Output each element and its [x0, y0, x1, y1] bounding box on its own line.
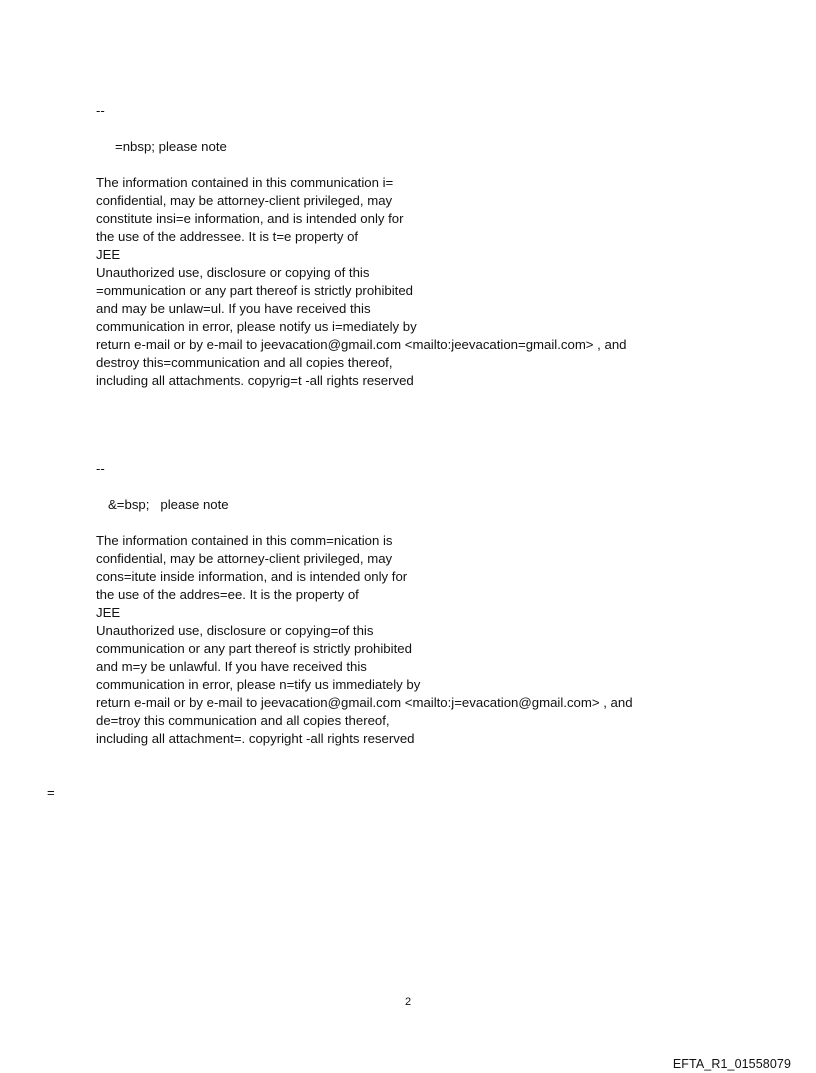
- notice-2-line: confidential, may be attorney-client privileged, may: [96, 551, 393, 566]
- notice-2-line: Unauthorized use, disclosure or copying=of this: [96, 623, 374, 638]
- notice-1-line: communication in error, please notify us i=mediately by: [96, 319, 417, 334]
- separator-1: --: [96, 103, 105, 118]
- notice-2-line: and m=y be unlawful. If you have received this: [96, 659, 367, 674]
- notice-1-line: confidential, may be attorney-client privileged, may: [96, 193, 393, 208]
- notice-2-line: communication or any part thereof is strictly prohibited: [96, 641, 412, 656]
- notice-2-line: the use of the addres=ee. It is the property of: [96, 587, 359, 602]
- notice-2-line: JEE: [96, 605, 121, 620]
- notice-1-line: JEE: [96, 247, 121, 262]
- confidentiality-notice-1: [96, 174, 696, 390]
- notice-2-line: The information contained in this comm=nication is: [96, 533, 393, 548]
- notice-2-line: return e-mail or by e-mail to jeevacation@gmail.com <mailto:j=evacation@gmail.com> , and: [96, 695, 633, 710]
- notice-1-line: including all attachments. copyrig=t -all rights reserved: [96, 373, 414, 388]
- notice-1-line: and may be unlaw=ul. If you have received this: [96, 301, 371, 316]
- notice-1-line: constitute insi=e information, and is intended only for: [96, 211, 404, 226]
- notice-1-line: the use of the addressee. It is t=e property of: [96, 229, 359, 244]
- notice-1-line: destroy this=communication and all copies thereof,: [96, 355, 393, 370]
- notice-1-line: =ommunication or any part thereof is strictly prohibited: [96, 283, 414, 298]
- notice-1-line: Unauthorized use, disclosure or copying of this: [96, 265, 370, 280]
- separator-2: --: [96, 461, 105, 476]
- notice-1-line: The information contained in this communication i=: [96, 175, 394, 190]
- page-number: 2: [404, 996, 412, 1008]
- notice-2-line: cons=itute inside information, and is intended only for: [96, 569, 408, 584]
- notice-2-line: communication in error, please n=tify us immediately by: [96, 677, 421, 692]
- notice-2-line: de=troy this communication and all copies thereof,: [96, 713, 390, 728]
- notice-2-line: including all attachment=. copyright -all rights reserved: [96, 731, 415, 746]
- note-heading-1: =nbsp; please note: [115, 139, 227, 154]
- document-id: EFTA_R1_01558079: [672, 1057, 791, 1071]
- notice-1-line: return e-mail or by e-mail to jeevacation@gmail.com <mailto:jeevacation=gmail.com> , and: [96, 337, 627, 352]
- confidentiality-notice-2: [96, 532, 696, 748]
- trailing-equals-mark: =: [47, 785, 55, 800]
- note-heading-2: &=bsp; please note: [108, 497, 229, 512]
